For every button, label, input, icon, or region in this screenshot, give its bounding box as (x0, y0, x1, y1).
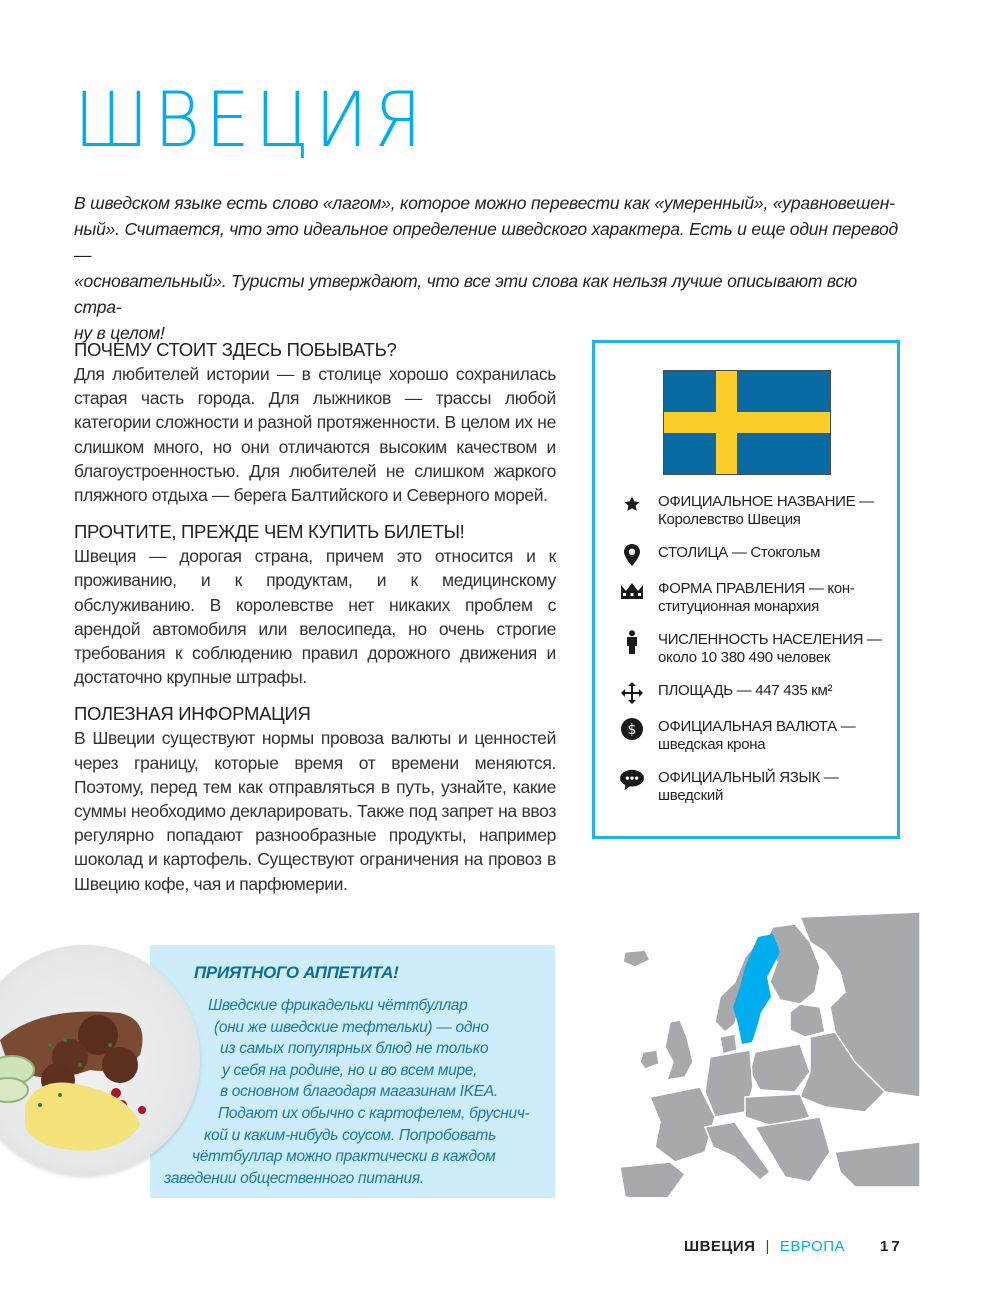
footer-region: ЕВРОПА (779, 1238, 845, 1255)
fact-label: ОФИЦИАЛЬНОЕ НАЗВАНИЕ — (658, 493, 874, 510)
section-useful-info (74, 702, 556, 895)
fact-value: шведский (658, 787, 724, 804)
fact-label: ЧИСЛЕННОСТЬ НАСЕЛЕНИЯ — (658, 631, 882, 648)
speech-bubble-icon (620, 770, 644, 790)
callout-line: (они же шведские тефтельки) — одно (214, 1018, 489, 1036)
fact-value: Королевство Швеция (658, 511, 801, 528)
callout-line: Шведские фрикадельки чёттбуллар (208, 997, 468, 1014)
flag-cross-horizontal (664, 412, 830, 433)
fact-label: СТОЛИЦА — Стокгольм (658, 544, 821, 561)
intro-line: ный». Считается, что это идеальное определение шведского характера. Есть и еще один перевод — (74, 219, 898, 265)
fact-label: ФОРМА ПРАВЛЕНИЯ — кон- (658, 580, 855, 597)
section-heading: ПОЧЕМУ СТОИТ ЗДЕСЬ ПОБЫВАТЬ? (74, 339, 397, 360)
fact-official-name (620, 493, 890, 529)
fact-value: около 10 380 490 человек (658, 649, 831, 666)
facts-list (620, 493, 890, 820)
map-pin-icon (620, 545, 644, 565)
footer-country: ШВЕЦИЯ (684, 1238, 756, 1255)
food-callout-box (150, 945, 555, 1198)
fact-population (620, 631, 890, 667)
section-heading: ПРОЧТИТЕ, ПРЕЖДЕ ЧЕМ КУПИТЬ БИЛЕТЫ! (74, 521, 465, 543)
callout-line: чёттбуллар можно практически в каждом (192, 1148, 496, 1166)
person-icon (620, 632, 644, 652)
callout-heading: ПРИЯТНОГО АППЕТИТА! (194, 963, 399, 982)
svg-text:$: $ (627, 722, 637, 738)
section-why-visit (74, 338, 556, 507)
callout-line: кой и каким-нибудь соусом. Попробовать (204, 1126, 496, 1144)
fact-capital (620, 544, 890, 565)
europe-map (595, 912, 920, 1197)
star-icon (620, 494, 644, 514)
callout-line: заведении общественного питания. (164, 1169, 424, 1187)
section-before-tickets (74, 520, 556, 689)
country-facts-box (592, 340, 900, 839)
section-body: Для любителей истории — в столице хорошо сохранилась старая часть города. Для лыжников — трассы любой категории сложности и разной протяженности. В целом их не слишком много, но они отличаются высоким качеством и благоустроенностью. Для любителей не слишком жаркого пляжного отдыха — берега Балтийского и Северного морей. (74, 364, 556, 506)
callout-text (150, 995, 555, 1189)
footer-separator: | (765, 1238, 770, 1255)
crown-icon (620, 581, 644, 601)
fact-label: ОФИЦИАЛЬНЫЙ ЯЗЫК — (658, 769, 839, 786)
main-column (74, 338, 556, 909)
page-number: 17 (880, 1238, 903, 1255)
intro-line: «основательный». Туристы утверждают, что все эти слова как нельзя лучше описывают всю стра- (74, 271, 857, 317)
page-footer (684, 1238, 903, 1255)
intro-paragraph (74, 190, 904, 346)
intro-line: ну в целом! (74, 323, 165, 343)
section-body: В Швеции существуют нормы провоза валюты и ценностей через границу, которые время от времени меняются. Поэтому, перед тем как отправляться в путь, узнайте, какие суммы необходимо декларировать. Также под запрет на ввоз регулярно попадают разнообразные продукты, например шоколад и картофель. Существуют ограничения на провоз в Швецию кофе, чая и парфюмерии. (74, 728, 556, 894)
move-arrows-icon (620, 683, 644, 703)
intro-line: В шведском языке есть слово «лагом», которое можно перевести как «умеренный», «уравновешен- (74, 193, 895, 213)
fact-currency (620, 718, 890, 754)
dollar-coin-icon (620, 719, 644, 739)
callout-line: в основном благодаря магазинам IKEA. (220, 1083, 498, 1101)
section-body: Швеция — дорогая страна, причем это относится и к проживанию, и к продуктам, и к медицинскому обслуживанию. В королевстве нет никаких проблем с арендой автомобиля или велосипеда, но очень строгие требования к соблюдению правил дорожного движения и достаточно крупные штрафы. (74, 546, 556, 688)
fact-value: шведская крона (658, 736, 766, 753)
fact-value: ституционная монархия (658, 598, 819, 615)
fact-label: ОФИЦИАЛЬНАЯ ВАЛЮТА — (658, 718, 856, 735)
meatballs-plate-image (0, 945, 200, 1175)
callout-line: Подают их обычно с картофелем, бруснич- (218, 1104, 530, 1122)
fact-language (620, 769, 890, 805)
fact-label: ПЛОЩАДЬ — 447 435 км² (658, 682, 833, 699)
fact-government (620, 580, 890, 616)
page-title: ШВЕЦИЯ (74, 75, 428, 164)
sweden-flag (663, 370, 831, 475)
fact-area (620, 682, 890, 703)
section-heading: ПОЛЕЗНАЯ ИНФОРМАЦИЯ (74, 703, 311, 725)
callout-line: из самых популярных блюд не только (220, 1040, 489, 1058)
callout-line: у себя на родине, но и во всем мире, (222, 1061, 478, 1079)
